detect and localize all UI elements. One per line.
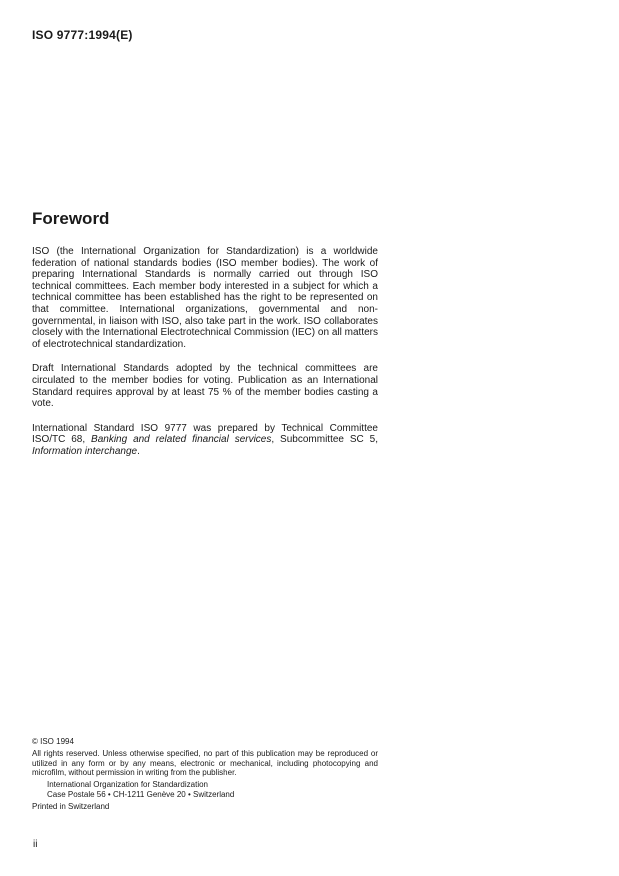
publisher-address (32, 780, 378, 800)
paragraph-3-text-c: , Subcommittee SC 5, (271, 434, 378, 446)
paragraph-3-text-e: . (137, 445, 140, 457)
committee-title: Banking and related financial services (91, 434, 272, 446)
foreword-paragraph-1: ISO (the International Organization for Standardization) is a worldwide federation of national standards bodies (ISO member bodies). The work of preparing International Standards is normally carried out through ISO technical committees. Each member body interested in a subject for which a technical committee has been established has the right to be represented on that committee. International organizations, governmental and non-governmental, in liaison with ISO, also take part in the work. ISO collaborates closely with the International Electrotechnical Commission (IEC) on all matters of electrotechnical standardization. (32, 246, 378, 350)
printed-in: Printed in Switzerland (32, 801, 110, 811)
publisher-name: International Organization for Standardization (47, 780, 208, 790)
section-title: Foreword (32, 209, 110, 228)
copyright-notice: © ISO 1994 (32, 737, 74, 746)
page-number: ii (33, 839, 38, 850)
copyright-block (32, 737, 378, 812)
paragraph-3-text-a: International Standard ISO 9777 was prepared by Technical Committee ISO/TC 68, (32, 422, 378, 446)
publisher-postal-address: Case Postale 56 • CH-1211 Genève 20 • Switzerland (47, 789, 235, 799)
foreword-paragraph-3 (32, 423, 378, 458)
rights-statement: All rights reserved. Unless otherwise specified, no part of this publication may be reproduced or utilized in any form or by any means, electronic or mechanical, including photocopying and microfilm, without permission in writing from the publisher. (32, 748, 378, 778)
subcommittee-title: Information interchange (32, 445, 138, 457)
foreword-body (32, 246, 378, 471)
document-id-header: ISO 9777:1994(E) (32, 28, 133, 42)
foreword-paragraph-2: Draft International Standards adopted by the technical committees are circulated to the member bodies for voting. Publication as an International Standard requires approval by at least 75 % of the member bodies casting a vote. (32, 363, 378, 410)
